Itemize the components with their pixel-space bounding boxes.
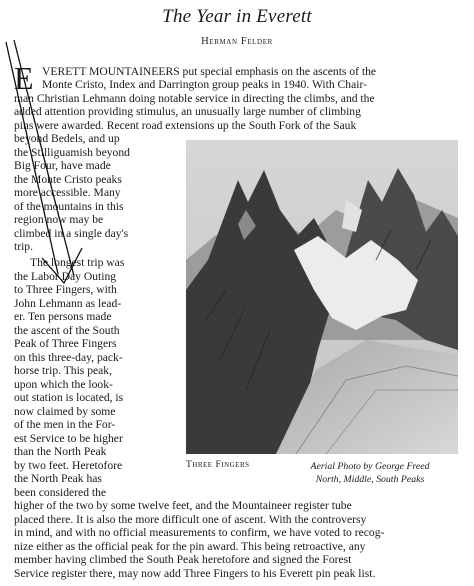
column-line: climbed in a single day's [14, 227, 129, 240]
body-line: man Christian Lehmann doing notable service in directing the climbs, and the [14, 92, 375, 105]
photo-subcaption: North, Middle, South Peaks [315, 474, 425, 485]
column-line: been considered the [14, 486, 107, 499]
body-line: pins were awarded. Recent road extensions up the South Fork of the Sauk [14, 119, 357, 132]
column-line: the Labor Day Outing [14, 270, 117, 283]
body-line: Monte Cristo, Index and Darrington group peaks in 1940. With Chair- [42, 78, 367, 91]
column-line: region now may be [14, 213, 104, 226]
article-author: Herman Felder [201, 36, 273, 47]
body-line: higher of the two by some twelve feet, and the Mountaineer register tube [14, 499, 352, 512]
column-line: the ascent of the South [14, 324, 120, 337]
column-line: The longest trip was [30, 256, 125, 269]
column-line: the Monte Cristo peaks [14, 173, 122, 186]
column-line: upon which the look- [14, 378, 113, 391]
article-title: The Year in Everett [162, 6, 312, 27]
body-line: Service register there, may now add Three Fingers to his Everett pin peak list. [14, 567, 376, 580]
mountain-photo [186, 140, 458, 454]
column-line: trip. [14, 240, 33, 253]
drop-cap: E [14, 60, 34, 96]
body-line: in mind, and with no official measurements to confirm, we have voted to recog- [14, 526, 385, 539]
column-line: er. Ten persons made [14, 310, 112, 323]
figure-caption [296, 460, 444, 486]
body-line: member having climbed the South Peak heretofore and signed the Forest [14, 553, 352, 566]
photo-credit: Aerial Photo by George Freed [310, 461, 430, 472]
body-line: placed there. It is also the more difficult one of ascent. With the controversy [14, 513, 367, 526]
column-line: on this three-day, pack- [14, 351, 123, 364]
column-line: horse trip. This peak, [14, 364, 112, 377]
column-line: of the men in the For- [14, 418, 116, 431]
column-line: Peak of Three Fingers [14, 337, 117, 350]
column-line: the Stilliguamish beyond [14, 146, 130, 159]
body-line: nize either as the official peak for the pin award. This being retroactive, any [14, 540, 366, 553]
body-line: added attention providing stimulus, an unusually large number of climbing [14, 105, 361, 118]
three-fingers-photo-illustration [186, 140, 458, 454]
column-line: the North Peak has [14, 472, 102, 485]
column-line: more accessible. Many [14, 186, 121, 199]
body-line: VERETT MOUNTAINEERS put special emphasis on the ascents of the [42, 65, 377, 78]
column-line: by two feet. Heretofore [14, 459, 123, 472]
column-line: to Three Fingers, with [14, 283, 117, 296]
column-line: Big Four, have made [14, 159, 111, 172]
column-line: beyond Bedels, and up [14, 132, 120, 145]
column-line: of the mountains in this [14, 200, 124, 213]
column-line: John Lehmann as lead- [14, 297, 122, 310]
column-line: out station is located, is [14, 391, 124, 404]
column-line: est Service to be higher [14, 432, 123, 445]
column-line: than the North Peak [14, 445, 107, 458]
figure-caption-title: Three Fingers [186, 460, 250, 470]
column-line: now claimed by some [14, 405, 116, 418]
